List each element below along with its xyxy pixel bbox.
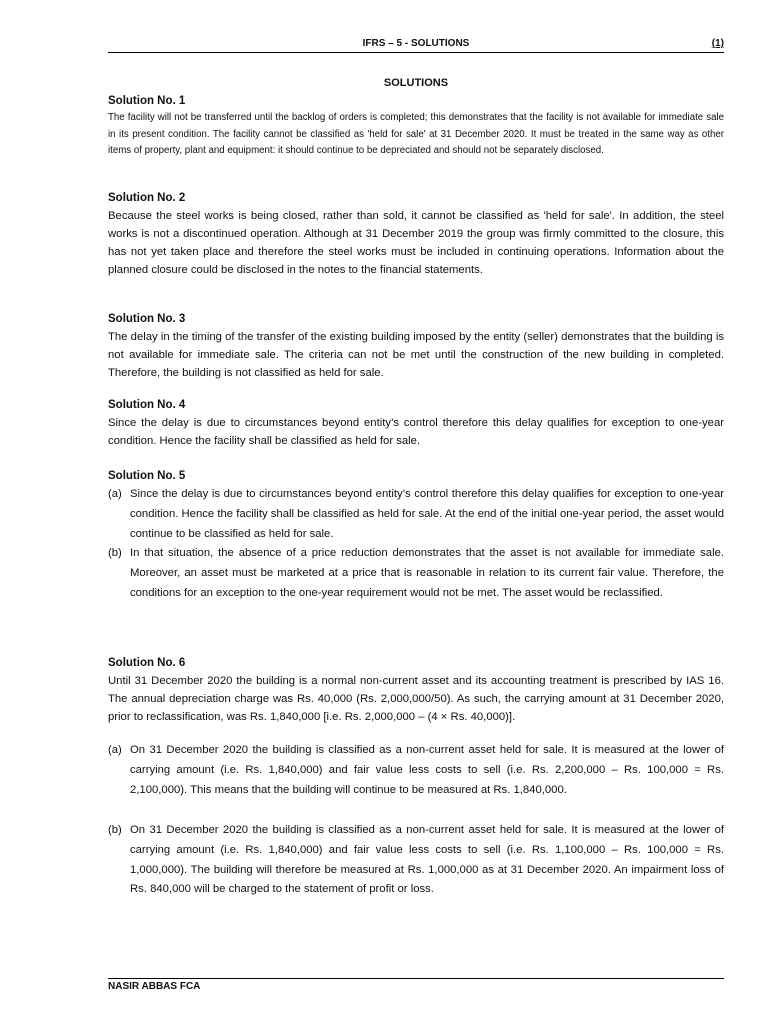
page-header <box>108 38 724 52</box>
solution-2-title: Solution No. 2 <box>108 192 186 204</box>
solution-6-item-a <box>108 741 724 800</box>
solution-6-text: Until 31 December 2020 the building is a normal non-current asset and its accounting treatment is prescribed by IAS 16. The annual depreciation charge was Rs. 40,000 (Rs. 2,000,000/50). As such, the carrying amount at 31 December 2020, prior to reclassification, was Rs. 1,840,000 [i.e. Rs. 2,000,000 – (4 × Rs. 40,000)]. <box>108 675 724 723</box>
solution-3-text: The delay in the timing of the transfer of the existing building imposed by the entity (seller) demonstrates that the building is not available for immediate sale. The criteria can not be met until the construction of the new building in completed. Therefore, the building is not classified as held for sale. <box>108 331 724 379</box>
header-page-number: (1) <box>711 38 724 49</box>
item-label: (a) <box>108 744 122 756</box>
solution-4-title: Solution No. 4 <box>108 399 186 411</box>
solution-3 <box>108 312 724 382</box>
solution-1-title: Solution No. 1 <box>108 95 186 107</box>
solution-2-text: Because the steel works is being closed, rather than sold, it cannot be classified as 'held for sale'. In addition, the steel works is not a discontinued operation. Although at 31 December 2019 the group was firmly committed to the closure, this has not yet taken place and therefore the steel works must be included in continuing operations. Information about the planned closure could be disclosed in the notes to the financial statements. <box>108 210 724 276</box>
solution-3-title: Solution No. 3 <box>108 313 186 325</box>
solution-4-text: Since the delay is due to circumstances beyond entity’s control therefore this delay qualifies for exception to one-year condition. Hence the facility shall be classified as held for sale. <box>108 417 724 447</box>
solution-4 <box>108 398 724 450</box>
item-text: On 31 December 2020 the building is classified as a non-current asset held for sale. It is measured at the lower of carrying amount (i.e. Rs. 1,840,000) and fair value less costs to sell (i.e. Rs. 2,200,000 – Rs. 100,000 = Rs. 2,100,000). This means that the building will continue to be measured at Rs. 1,840,000. <box>130 744 724 796</box>
solution-5-title: Solution No. 5 <box>108 470 186 482</box>
solution-5-item-a <box>108 485 724 544</box>
solution-2 <box>108 191 724 279</box>
solution-6-part-a <box>108 741 724 800</box>
header-rule <box>108 52 724 53</box>
header-title: IFRS – 5 - SOLUTIONS <box>362 38 470 49</box>
item-label: (b) <box>108 547 122 560</box>
solution-5 <box>108 469 724 604</box>
solution-6-title: Solution No. 6 <box>108 657 186 669</box>
footer-author: NASIR ABBAS FCA <box>108 981 201 992</box>
item-text: On 31 December 2020 the building is classified as a non-current asset held for sale. It is measured at the lower of carrying amount (i.e. Rs. 1,840,000) and fair value less costs to sell (i.e. Rs. 1,100,000 – Rs. 100,000 = Rs. 1,000,000). The building will therefore be measured at Rs. 1,000,000 as at 31 December 2020. An impairment loss of Rs. 840,000 will be charged to the statement of profit or loss. <box>130 824 724 896</box>
item-label: (a) <box>108 488 122 500</box>
solution-5-item-b <box>108 544 724 603</box>
solution-6-item-b <box>108 821 724 900</box>
solution-1 <box>108 94 724 160</box>
item-text: Since the delay is due to circumstances beyond entity’s control therefore this delay qualifies for exception to one-year condition. Hence the facility shall be classified as held for sale. At the end of the initial one-year period, the asset would continue to be classified as held for sale. <box>130 488 724 540</box>
item-text: In that situation, the absence of a price reduction demonstrates that the asset is not available for immediate sale. Moreover, an asset must be marketed at a price that is reasonable in relation to its current fair value. Therefore, the conditions for an exception to the one-year requirement would not be met. The asset would be reclassified. <box>130 547 724 599</box>
solution-6 <box>108 656 724 726</box>
document-page <box>108 0 724 1024</box>
solution-1-text: The facility will not be transferred until the backlog of orders is completed; this demonstrates that the facility is not available for immediate sale in its present condition. The facility cannot be classified as 'held for sale' at 31 December 2020. It must be treated in the same way as other items of property, plant and equipment: it should continue to be depreciated and should not be separately disclosed. <box>108 112 724 156</box>
item-label: (b) <box>108 824 122 836</box>
footer-rule <box>108 978 724 979</box>
solution-6-part-b <box>108 821 724 900</box>
document-title: SOLUTIONS <box>383 77 449 89</box>
